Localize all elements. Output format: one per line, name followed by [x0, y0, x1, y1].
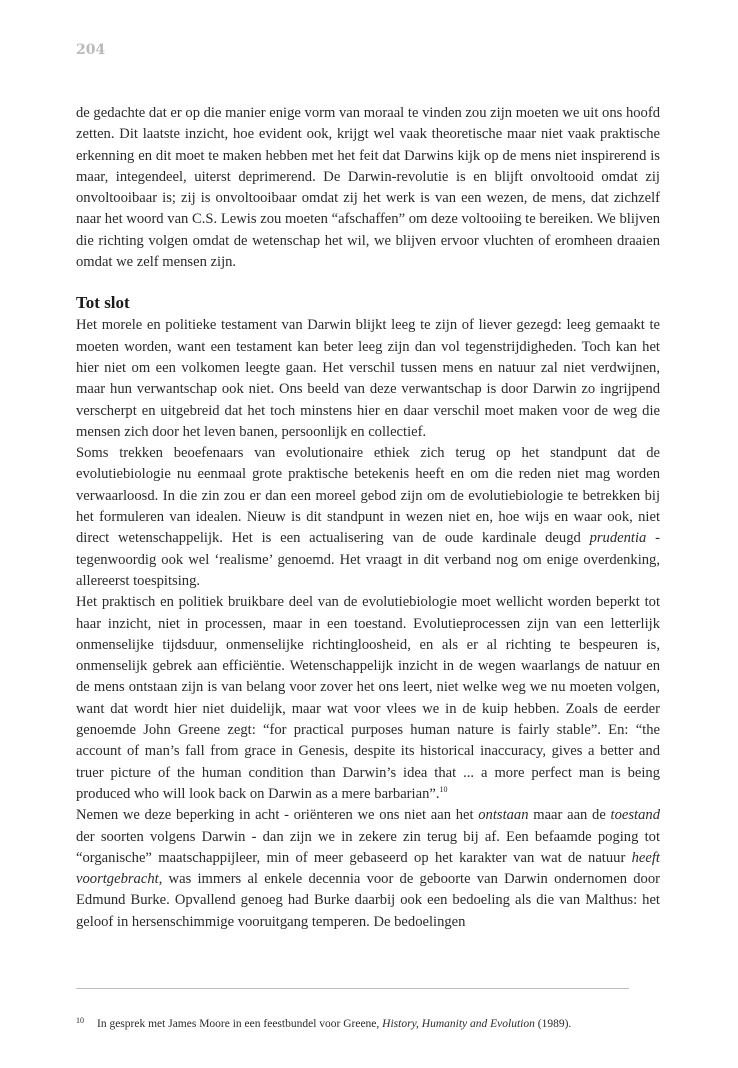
- page-number: 204: [76, 42, 106, 58]
- paragraph-3-text-b: - tegenwoordig ook wel ‘realisme’ genoemd. Het vraagt in dit verband nog om enige overdenking, allereerst toespitsing.: [76, 530, 660, 589]
- paragraph-5-text-d: , was immers al enkele decennia voor de geboorte van Darwin ondernomen door Edmund Burke. Opvallend genoeg had Burke daarbij ook een bedoeling als die van Malthus: het geloof in hersenschimmige vooruitgang temperen. De bedoelingen: [76, 871, 660, 930]
- paragraph-5-italic-2: toestand: [610, 807, 660, 824]
- footnote-marker: 10: [76, 1016, 84, 1025]
- body-text: [76, 103, 660, 933]
- paragraph-5-italic-3: heeft voortgebracht: [76, 849, 660, 888]
- footnote-book-title: History, Humanity and Evolution: [382, 1018, 535, 1030]
- section-heading: Tot slot: [76, 293, 130, 313]
- footnote-text: [97, 1016, 571, 1032]
- paragraph-5-italic-1: ontstaan: [478, 807, 529, 824]
- paragraph-5-text-c: der soorten volgens Darwin - dan zijn we in zekere zin terug bij af. Een befaamde poging tot “organische” maatschappijleer, min of meer gebaseerd op het karakter van wat de natuur: [76, 828, 660, 866]
- paragraph-3: [76, 443, 660, 592]
- paragraph-1: de gedachte dat er op die manier enige vorm van moraal te vinden zou zijn moeten we uit ons hoofd zetten. Dit laatste inzicht, hoe evident ook, krijgt wel vaak theoretische maar niet vaak praktische erkenning en dit moet te maken hebben met het feit dat Darwins kijk op de mens niet inspirerend is maar, integendeel, uiterst deprimerend. De Darwin-revolutie is en blijft onvoltooid omdat zij onvoltooibaar is; zij is onvoltooibaar omdat zij het werk is van een wezen, de mens, dat zichzelf naar het woord van C.S. Lewis zou moeten “afschaffen” om deze voltooiing te bereiken. We blijven die richting volgen omdat de wetenschap het wil, we blijven ervoor vluchten of eromheen draaien omdat we zelf mensen zijn.: [76, 105, 660, 271]
- footnote-reference[interactable]: 10: [439, 785, 448, 795]
- paragraph-4-text: Het praktisch en politiek bruikbare deel van de evolutiebiologie moet wellicht worden beperkt tot haar inzicht, niet in processen, maar in een toestand. Evolutieprocessen zijn van een letterlijk onmenselijke tijdsduur, onmenselijke richtingloosheid, en als er al richting te bespeuren is, onmenselijk gebrek aan efficiëntie. Wetenschappelijk inzicht in de wegen waarlangs de natuur en de mens ontstaan zijn is van belang voor zover het ons leert, niet welke weg we nu moeten volgen, want dat wordt hier niet duidelijk, maar wat voor vlees we in de kuip hebben. Zoals de eerder genoemde John Greene zegt: “for practical purposes human nature is fairly stable”. En: “the account of man’s fall from grace in Genesis, despite its historical inaccuracy, gives a better and truer picture of the human condition than Darwin’s idea that ... a more perfect man is being produced who will look back on Darwin as a mere barbarian”.: [76, 594, 660, 802]
- paragraph-4: [76, 592, 660, 805]
- footnote-divider: [76, 988, 629, 989]
- paragraph-3-italic: prudentia: [589, 530, 647, 547]
- paragraph-5-text-a: Nemen we deze beperking in acht - oriënteren we ons niet aan het: [76, 807, 479, 824]
- paragraph-5-text-b: maar aan de: [528, 807, 611, 824]
- paragraph-2: Het morele en politieke testament van Darwin blijkt leeg te zijn of liever gezegd: leeg gemaakt te moeten worden, want een testament kan beter leeg zijn dan vol tegenstrijdigheden. Toch kan het hier niet om een volkomen leegte gaan. Het verschil tussen mens en natuur zal niet verdwijnen, maar hun verwantschap ook niet. Ons beeld van deze verwantschap is door Darwin zo ingrijpend verscherpt en uitgebreid dat het toch minstens hier en daar verschil moet maken voor de weg die mensen zich door het leven banen, persoonlijk en collectief.: [76, 317, 660, 440]
- paragraph-3-text-a: Soms trekken beoefenaars van evolutionaire ethiek zich terug op het standpunt dat de evolutiebiologie nu eenmaal grote praktische betekenis heeft en om die reden niet mag worden verwaarloosd. In die zin zou er dan een moreel gebod zijn om de evolutiebiologie te betrekken bij het formuleren van idealen. Nieuw is dit standpunt in wezen niet en, hoe wijs en waar ook, niet direct wetenschappelijk. Het is een actualisering van de oude kardinale deugd: [76, 445, 660, 547]
- footnote-text-b: (1989).: [534, 1018, 572, 1030]
- paragraph-5: [76, 805, 660, 933]
- footnote-text-a: In gesprek met James Moore in een feestbundel voor Greene,: [97, 1018, 383, 1030]
